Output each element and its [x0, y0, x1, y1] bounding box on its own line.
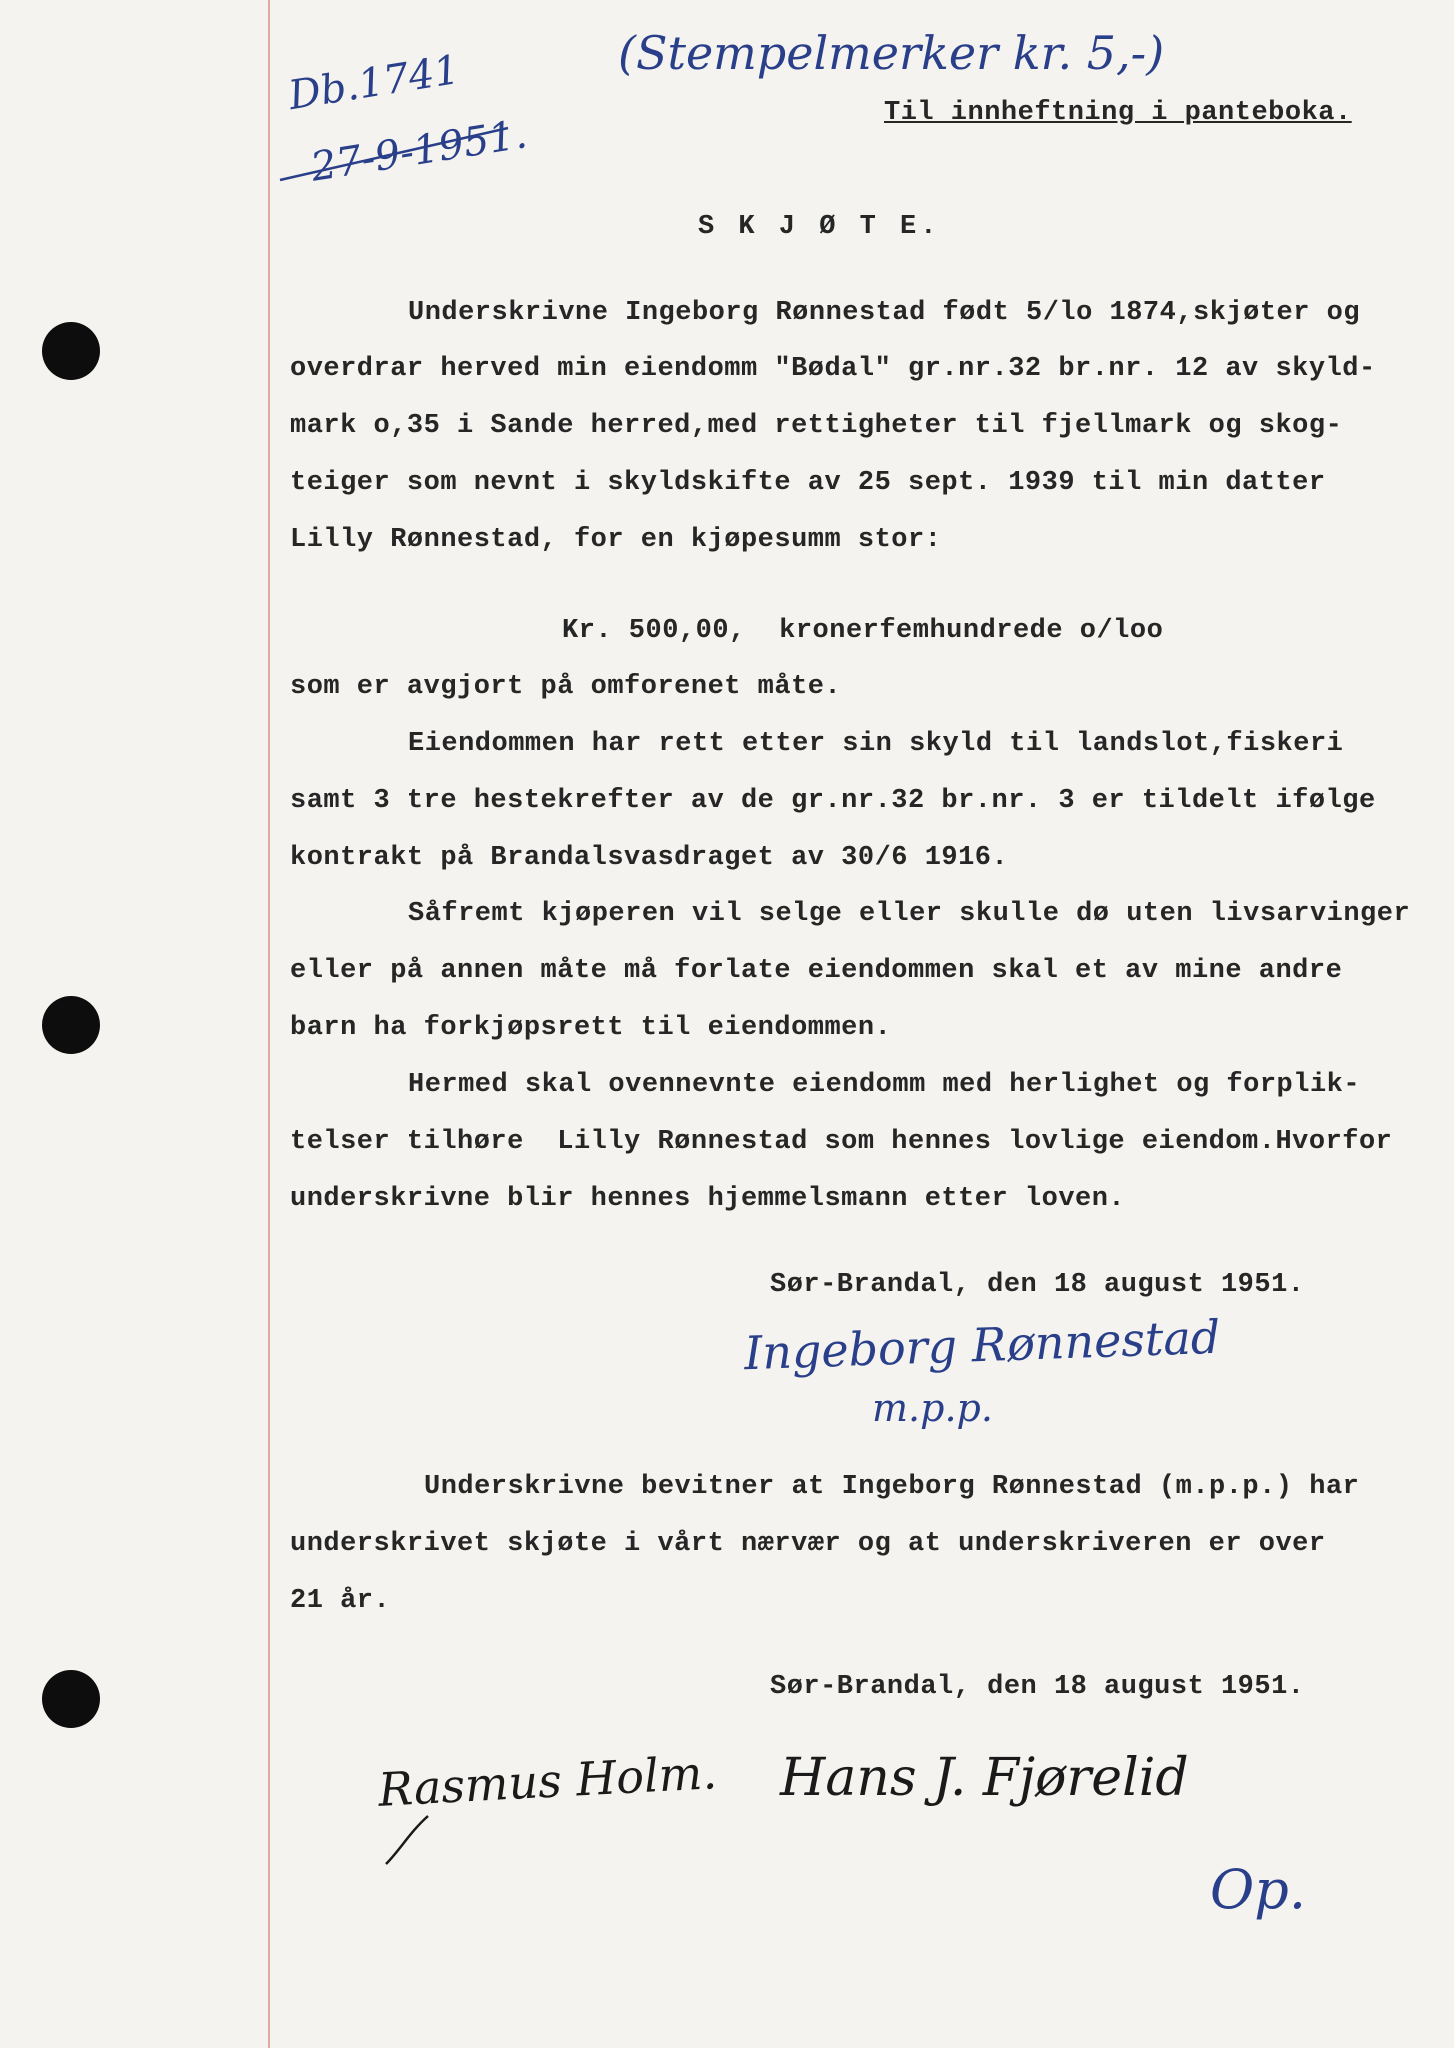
text-line: overdrar herved min eiendomm "Bødal" gr.nr.32 br.nr. 12 av skyld-	[290, 354, 1376, 384]
text-line: underskrivet skjøte i vårt nærvær og at underskriveren er over	[290, 1529, 1326, 1559]
initials: Op.	[1210, 1858, 1307, 1921]
register-underline	[276, 118, 516, 198]
document-title: S K J Ø T E.	[698, 212, 941, 242]
margin-rule	[268, 0, 270, 2048]
text-line: samt 3 tre hestekrefter av de gr.nr.32 br.nr. 3 er tildelt ifølge	[290, 786, 1376, 816]
text-line: Eiendommen har rett etter sin skyld til landslot,fiskeri	[408, 729, 1344, 759]
text-line: mark o,35 i Sande herred,med rettigheter til fjellmark og skog-	[290, 411, 1343, 441]
punch-hole	[42, 996, 100, 1054]
punch-hole	[42, 1670, 100, 1728]
text-line: 21 år.	[290, 1586, 391, 1616]
witness-2-signature: Hans J. Fjørelid	[780, 1748, 1189, 1808]
text-line: teiger som nevnt i skyldskifte av 25 sept. 1939 til min datter	[290, 468, 1326, 498]
text-line: Hermed skal ovennevnte eiendomm med herlighet og forplik-	[408, 1070, 1361, 1100]
seller-signature: Ingeborg Rønnestad	[743, 1309, 1222, 1381]
witness-1-signature: Rasmus Holm.	[376, 1745, 719, 1817]
stamp-fee-note: (Stempelmerker kr. 5,-)	[618, 26, 1165, 80]
seller-signature-note: m.p.p.	[872, 1386, 993, 1430]
register-date: 27-9-1951.	[307, 111, 531, 191]
header-note: Til innheftning i panteboka.	[884, 98, 1352, 128]
text-line: Såfremt kjøperen vil selge eller skulle dø uten livsarvinger	[408, 899, 1411, 929]
text-line: eller på annen måte må forlate eiendommen skal et av mine andre	[290, 956, 1343, 986]
text-line: Underskrivne Ingeborg Rønnestad født 5/lo 1874,skjøter og	[408, 298, 1361, 328]
text-line: kontrakt på Brandalsvasdraget av 30/6 1916.	[290, 843, 1009, 873]
purchase-amount: Kr. 500,00, kronerfemhundrede o/loo	[562, 616, 1164, 646]
text-line: telser tilhøre Lilly Rønnestad som hennes lovlige eiendom.Hvorfor	[290, 1127, 1393, 1157]
place-date: Sør-Brandal, den 18 august 1951.	[770, 1672, 1305, 1702]
punch-hole	[42, 322, 100, 380]
text-line: underskrivne blir hennes hjemmelsmann etter loven.	[290, 1184, 1126, 1214]
text-line: som er avgjort på omforenet måte.	[290, 672, 842, 702]
text-line: Underskrivne bevitner at Ingeborg Rønnestad (m.p.p.) har	[424, 1472, 1360, 1502]
register-number: Db.1741	[285, 46, 463, 120]
text-line: Lilly Rønnestad, for en kjøpesumm stor:	[290, 525, 942, 555]
text-line: barn ha forkjøpsrett til eiendommen.	[290, 1013, 892, 1043]
place-date: Sør-Brandal, den 18 august 1951.	[770, 1270, 1305, 1300]
signature-flourish	[380, 1810, 500, 1870]
